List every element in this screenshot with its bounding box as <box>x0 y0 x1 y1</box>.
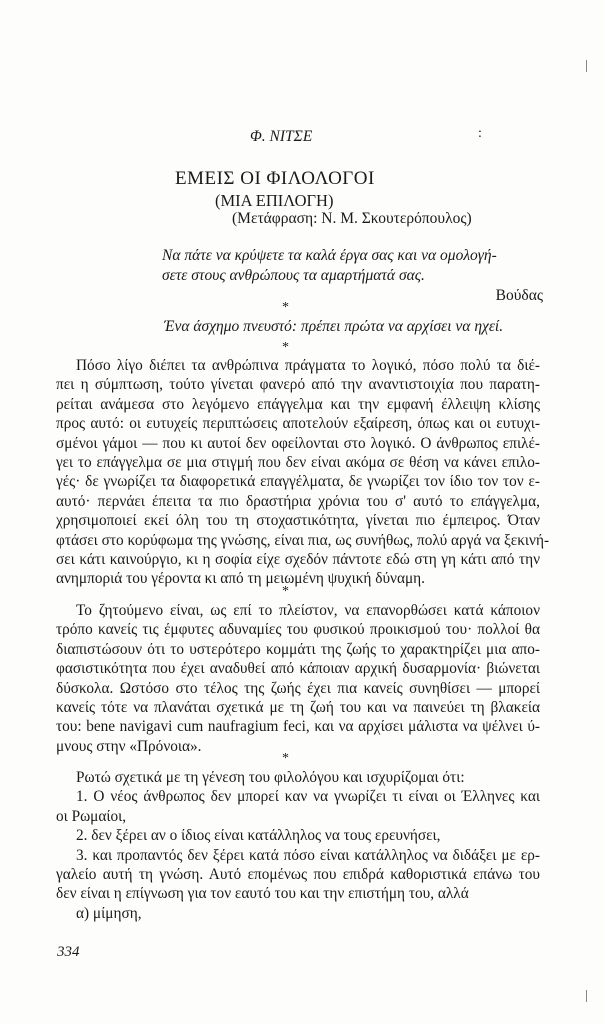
translator-credit: (Μετάφραση: Ν. Μ. Σκουτερόπουλος) <box>232 210 472 227</box>
text-line: κανείς τότε να πλανάται σχετικά με τη ζωή του και να παινεύει τη βλακεία <box>56 699 540 717</box>
author-name: Φ. ΝΙΤΣΕ <box>250 128 313 145</box>
epigraph-source: Βούδας <box>495 287 543 304</box>
section-separator: * <box>282 584 289 599</box>
text-line: ρείται ανάμεσα στο λεγόμενο επάγγελμα και την εμφανή έλλειψη κλίσης <box>56 395 540 413</box>
scan-edge-mark <box>586 990 587 1002</box>
section-separator: * <box>282 300 289 315</box>
text-line: γαλείο αυτή τη γνώση. Αυτό επομένως που επιδρά καθοριστικά επάνω του <box>56 866 540 884</box>
text-line: ανημποριά του γέροντα κι από τη μειωμένη ψυχική δύναμη. <box>56 570 425 588</box>
chapter-subtitle: (ΜΙΑ ΕΠΙΛΟΓΗ) <box>215 191 334 210</box>
text-line: οι Ρωμαίοι, <box>56 807 127 825</box>
epigraph-quote <box>162 246 548 286</box>
text-line: 3. και προπαντός δεν ξέρει κατά πόσο είναι κατάλληλος να διδάξει με ερ- <box>76 846 540 864</box>
text-line: γει το επάγγελμα σε μια στιγμή που δεν είναι ακόμα σε θέση να κάνει επιλο- <box>56 454 540 472</box>
section-separator: * <box>282 340 289 355</box>
paragraph <box>56 601 540 756</box>
chapter-title: ΕΜΕΙΣ ΟΙ ΦΙΛΟΛΟΓΟΙ <box>175 168 375 189</box>
text-line: φασιστικότητα που έχει αναδυθεί από κάποιαν αρχική δυσαρμονία· βιώνεται <box>56 660 540 678</box>
page-number: 334 <box>57 944 80 960</box>
text-line: τρόπο κανείς τις έμφυτες αδυναμίες του φυσικού προικισμού του· πολλοί θα <box>56 621 540 639</box>
text-line: διαπιστώσουν ότι το υστερότερο κομμάτι της ζωής το χαρακτηρίζει μια απο- <box>56 640 540 658</box>
text-line: χρησιμοποιεί εκεί όλη του τη στοχαστικότητα, γίνεται πιο έμπειρος. Όταν <box>56 512 540 530</box>
text-line: προς αυτό: οι ευτυχείς περιπτώσεις αποτελούν εξαίρεση, όπως και οι ευτυχι- <box>56 415 540 433</box>
text-line: φτάσει στο κορύφωμα της γνώσης, είναι πια, ως συνήθως, πολύ αργά να ξεκινή- <box>56 531 550 549</box>
text-line: γές· δε γνωρίζει τα διαφορετικά επαγγέλματα, δε γνωρίζει τον ίδιο τον τον ε- <box>56 473 540 491</box>
text-line: Το ζητούμενο είναι, ως επί το πλείστον, να επανορθώσει κατά κάποιον <box>76 602 540 619</box>
text-line: 1. Ο νέος άνθρωπος δεν μπορεί καν να γνωρίζει τι είναι οι Έλληνες και <box>76 788 540 806</box>
paragraph <box>56 356 550 589</box>
text-line: αυτό· περνάει έπειτα τα πιο δραστήρια χρόνια του σ' αυτό το επάγγελμα, <box>56 492 540 510</box>
scan-edge-mark <box>586 60 587 72</box>
margin-mark: : <box>478 126 482 141</box>
text-line: δύσκολα. Ωστόσο στο τέλος της ζωής έχει πια κανείς συνηθίσει — μπορεί <box>56 679 540 697</box>
text-line: 2. δεν ξέρει αν ο ίδιος είναι κατάλληλος να τους ερευνήσει, <box>76 827 441 845</box>
paragraph <box>56 768 540 923</box>
text-line: σμένοι γάμοι — που κι αυτοί δεν οφείλονται στο λογικό. Ο άνθρωπος επιλέ- <box>56 434 540 452</box>
aphorism: Ένα άσχημο πνευστό: πρέπει πρώτα να αρχίσει να ηχεί. <box>164 318 504 335</box>
section-separator: * <box>282 751 289 766</box>
text-line: Ρωτώ σχετικά με τη γένεση του φιλολόγου και ισχυρίζομαι ότι: <box>76 769 465 786</box>
text-line: πει η σύμπτωση, τούτο γίνεται φανερό από την αναντιστοιχία που παρατη- <box>56 376 540 394</box>
text-line: Πόσο λίγο διέπει τα ανθρώπινα πράγματα το λογικό, πόσο πολύ τα διέ- <box>76 357 540 374</box>
epigraph-line: σετε στους ανθρώπους τα αμαρτήματά σας. <box>162 267 425 284</box>
text-line: του: bene navigavi cum naufragium feci, και να αρχίσει μάλιστα να ψέλνει ύ- <box>56 718 540 736</box>
text-line: α) μίμηση, <box>76 904 142 922</box>
text-line: δεν είναι η επίγνωση για τον εαυτό του και την επιστήμη του, αλλά <box>56 885 469 903</box>
text-line: σει κάτι καινούργιο, κι η σοφία είχε σχεδόν πάντοτε εδώ στη γη κάτι από την <box>56 551 540 569</box>
text-line: μνους στην «Πρόνοια». <box>56 737 202 755</box>
epigraph-line: Να πάτε να κρύψετε τα καλά έργα σας και να ομολογή- <box>162 247 497 264</box>
